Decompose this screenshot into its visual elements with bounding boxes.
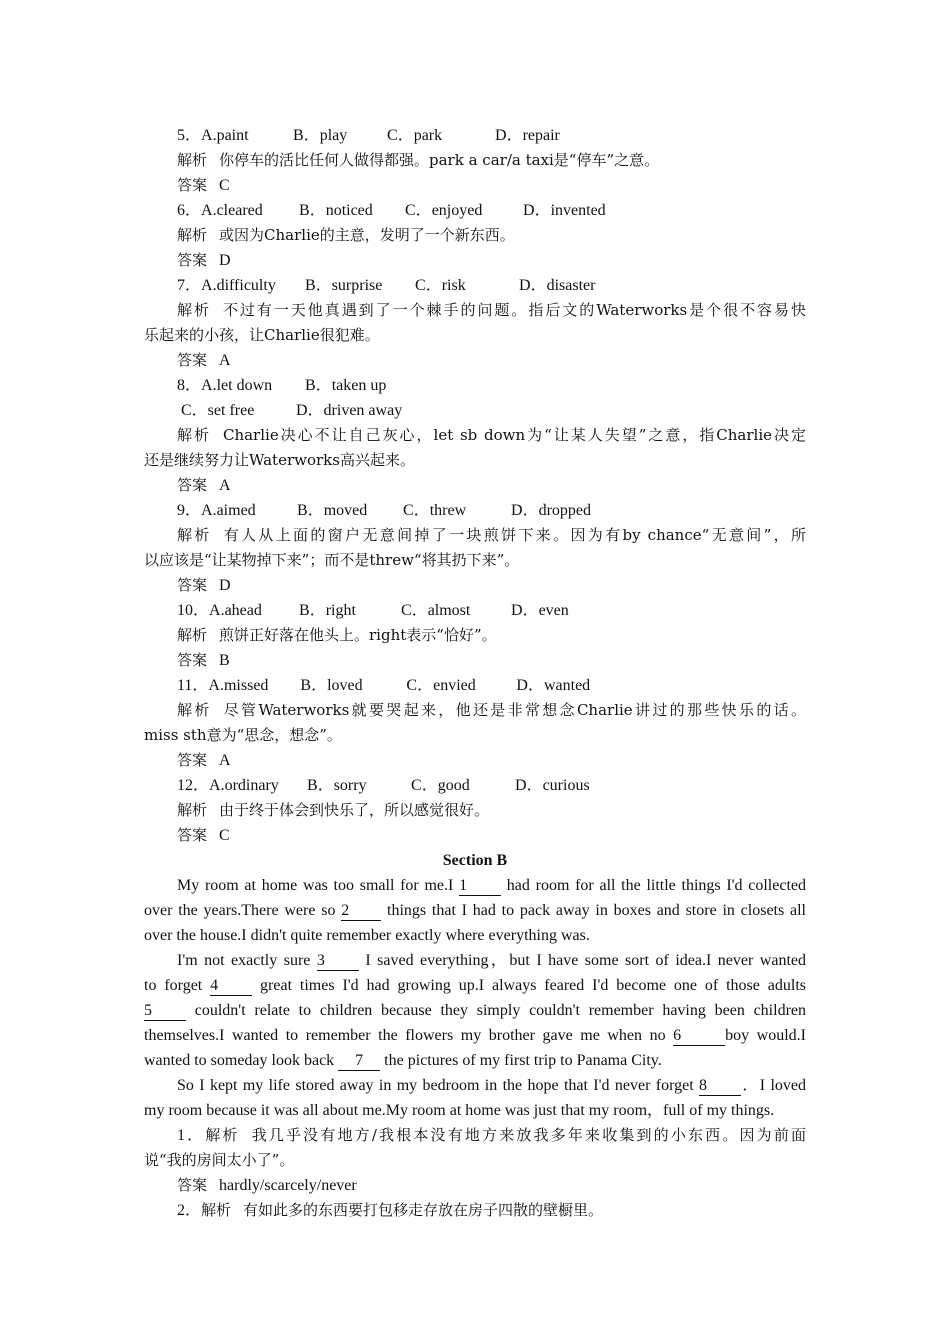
option-d: D．wanted	[516, 677, 591, 694]
question-6-analysis: 解析 或因为Charlie的主意，发明了一个新东西。	[177, 226, 515, 244]
passage-line: themselves.I wanted to remember the flowers my brother gave me when no 6 boy would.I	[144, 1027, 807, 1044]
option-a: A.difficulty	[201, 277, 276, 294]
question-7-analysis-cont: 乐起来的小孩，让Charlie很犯难。	[144, 326, 380, 344]
passage-line: to forget 4 great times I'd had growing up.I always feared I'd become one of those adults	[144, 977, 806, 994]
passage-line: wanted to someday look back 7 the pictures of my first trip to Panama City.	[144, 1052, 662, 1069]
option-d: D．driven away	[296, 402, 403, 419]
blank-5: 5	[144, 1002, 186, 1021]
question-5-options: 5．A.paint B．play C．park D．repair	[177, 123, 806, 148]
option-c: C．threw	[403, 502, 467, 519]
option-d: D．dropped	[511, 502, 592, 519]
question-10-options: 10．A.ahead B．right C．almost D．even	[177, 598, 806, 623]
passage-line: I'm not exactly sure 3 I saved everything，but I have some sort of idea.I never wanted	[177, 952, 806, 969]
question-8-options: 8．A.let down B．taken up	[177, 373, 806, 398]
blank-8: 8	[699, 1077, 741, 1096]
option-d: D．invented	[523, 202, 606, 219]
option-b: B．play	[293, 127, 348, 144]
option-a: A.missed	[208, 677, 269, 694]
question-12-answer: 答案 C	[177, 826, 230, 844]
option-a: A.aimed	[201, 502, 256, 519]
question-7-options: 7．A.difficulty B．surprise C．risk D．disaster	[177, 273, 806, 298]
blank-4: 4	[210, 977, 252, 996]
question-6-options: 6．A.cleared B．noticed C．enjoyed D．invented	[177, 198, 806, 223]
option-c: C．good	[411, 777, 470, 794]
option-b: B．sorry	[307, 777, 367, 794]
question-8-options-cont	[181, 398, 843, 423]
passage-line: So I kept my life stored away in my bedroom in the hope that I'd never forget 8 ．I loved	[177, 1077, 806, 1094]
option-a: A.cleared	[201, 202, 263, 219]
question-9-analysis-cont: 以应该是“让某物掉下来”；而不是threw“将其扔下来”。	[144, 551, 520, 569]
question-7-answer: 答案 A	[177, 351, 231, 369]
blank-2: 2	[341, 902, 381, 921]
option-d: D．even	[511, 602, 569, 619]
question-5-analysis: 解析 你停车的活比任何人做得都强。park a car/a taxi是“停车”之意。	[177, 151, 660, 169]
option-c: C．envied	[406, 677, 476, 694]
blank-7: 7	[338, 1052, 380, 1071]
question-10-analysis: 解析 煎饼正好落在他头上。right表示“恰好”。	[177, 626, 497, 644]
passage-line: my room because it was all about me.My room at home was just that my room，full of my things.	[144, 1102, 775, 1119]
question-9-analysis: 解析 有人从上面的窗户无意间掉了一块煎饼下来。因为有by chance“无意间”，所	[177, 526, 806, 544]
question-11-analysis-cont: miss sth意为“思念，想念”。	[144, 726, 342, 744]
option-b: B．surprise	[305, 277, 383, 294]
passage-line: over the house.I didn't quite remember exactly where everything was.	[144, 927, 590, 944]
option-c: C．almost	[401, 602, 471, 619]
option-c: C．risk	[415, 277, 466, 294]
passage-line: 5 couldn't relate to children because they simply couldn't remember having been children	[144, 1002, 806, 1019]
question-6-answer: 答案 D	[177, 251, 231, 269]
option-d: D．curious	[515, 777, 590, 794]
question-10-answer: 答案 B	[177, 651, 230, 669]
option-b: B．right	[299, 602, 356, 619]
section-b-answer-1-analysis-cont: 说“我的房间太小了”。	[144, 1151, 295, 1169]
option-b: B．taken up	[305, 377, 387, 394]
question-8-answer: 答案 A	[177, 476, 231, 494]
question-8-analysis: 解析 Charlie决心不让自己灰心，let sb down为“让某人失望”之意，指Charlie决定	[177, 426, 806, 444]
option-a: A.ahead	[209, 602, 262, 619]
question-12-options: 12．A.ordinary B．sorry C．good D．curious	[177, 773, 806, 798]
question-12-analysis: 解析 由于终于体会到快乐了，所以感觉很好。	[177, 801, 490, 819]
question-8-analysis-cont: 还是继续努力让Waterworks高兴起来。	[144, 451, 415, 469]
passage-line: My room at home was too small for me.I 1 had room for all the little things I'd collected	[177, 877, 807, 894]
question-9-answer: 答案 D	[177, 576, 231, 594]
option-d: D．repair	[495, 127, 560, 144]
blank-1: 1	[459, 877, 501, 896]
section-b-title: Section B	[442, 852, 508, 869]
section-b-answer-2-analysis: 2．解析 有如此多的东西要打包移走存放在房子四散的壁橱里。	[177, 1201, 604, 1219]
option-a: A.let down	[201, 377, 273, 394]
question-9-options: 9．A.aimed B．moved C．threw D．dropped	[177, 498, 806, 523]
section-b-answer-1: 答案 hardly/scarcely/never	[177, 1176, 357, 1194]
option-a: A.ordinary	[209, 777, 279, 794]
question-7-analysis: 解析 不过有一天他真遇到了一个棘手的问题。指后文的Waterworks是个很不容易快	[177, 301, 806, 319]
option-c: C．park	[387, 127, 443, 144]
section-b-answer-1-analysis: 1．解析 我几乎没有地方/我根本没有地方来放我多年来收集到的小东西。因为前面	[177, 1126, 806, 1144]
option-b: B．noticed	[299, 202, 373, 219]
question-11-answer: 答案 A	[177, 751, 231, 769]
question-11-analysis: 解析 尽管Waterworks就要哭起来，他还是非常想念Charlie讲过的那些快乐的话。	[177, 701, 806, 719]
question-5-answer: 答案 C	[177, 176, 230, 194]
option-c: C．set free	[181, 402, 255, 419]
option-d: D．disaster	[519, 277, 596, 294]
option-b: B．moved	[297, 502, 368, 519]
blank-6: 6	[673, 1027, 725, 1046]
option-c: C．enjoyed	[405, 202, 483, 219]
option-a: A.paint	[201, 127, 249, 144]
passage-line: over the years.There were so 2 things that I had to pack away in boxes and store in closets all	[144, 902, 806, 919]
blank-3: 3	[317, 952, 359, 971]
option-b: B．loved	[300, 677, 363, 694]
question-11-options: 11．A.missed B．loved C．envied D．wanted	[177, 673, 806, 698]
